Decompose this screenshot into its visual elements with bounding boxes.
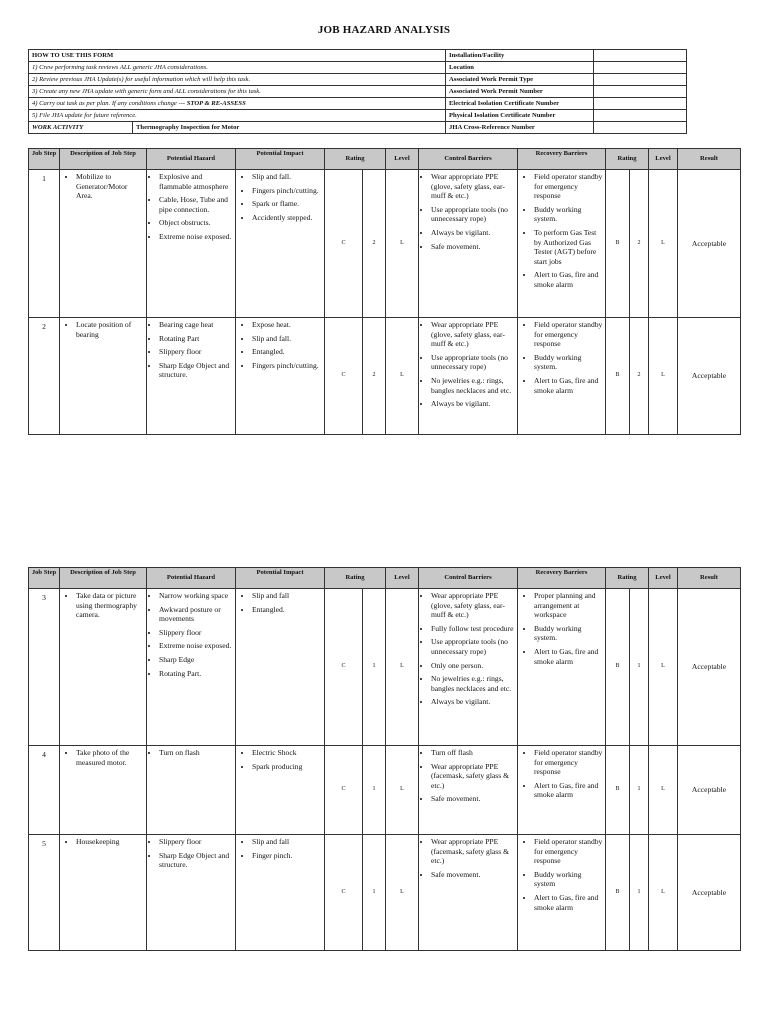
instruction-line: 5) File JHA update for future reference. [29,110,446,122]
bullet-item: • Slippery floor [159,347,233,357]
instruction-line: 2) Review previous JHA Update(s) for useful information which will help this task. [29,74,446,86]
level-cell: L [386,589,419,746]
col-potential-impact: Potential Impact [236,568,325,589]
description-cell [60,589,147,746]
description-cell [60,318,147,435]
recovery-cell [518,318,606,435]
bullet-list [149,748,233,758]
col-level: Level [386,149,419,170]
bullet-item: • Sharp Edge Object and structure. [159,361,233,380]
residual-rating-number: 1 [637,888,641,895]
job-step-number: 2 [29,318,60,435]
table-row [29,589,741,746]
bullet-item: • Mobilize to Generator/Motor Area. [76,172,144,201]
how-to-header: HOW TO USE THIS FORM [29,50,446,62]
residual-rating-letter: B [606,746,630,834]
field-value[interactable] [594,62,687,74]
recovery-cell [518,835,606,951]
work-activity-label: WORK ACTIVITY [29,122,133,134]
bullet-item: • Rotating Part. [159,669,233,679]
bullet-item: • Bearing cage heat [159,320,233,330]
field-label: Physical Isolation Certificate Number [446,110,594,122]
bullet-item: • Field operator standby for emergency response [534,172,603,201]
bullet-item: • Alert to Gas, fire and smoke alarm [534,647,603,666]
impacts-cell [236,318,325,435]
bullet-item: • Take photo of the measured motor. [76,748,144,767]
bullet-item: • Electric Shock [252,748,322,758]
bullet-list [421,748,515,804]
residual-rating-wrap [606,318,648,434]
bullet-item: • Turn on flash [159,748,233,758]
description-cell [60,746,147,835]
bullet-item: • Slippery floor [159,837,233,847]
bullet-item: • Slip and fall [252,591,322,601]
rating-number: 2 [363,170,386,318]
bullet-item: • Locate position of bearing [76,320,144,339]
recovery-cell [518,589,606,746]
bullet-item: • No jewelries e.g.: rings, bangles necklaces and etc. [431,376,515,395]
bullet-item: • Wear appropriate PPE (facemask, safety glass & etc.) [431,762,515,791]
residual-level-cell: L [649,589,678,746]
residual-rating-wrap [606,170,648,317]
bullet-item: • Alert to Gas, fire and smoke alarm [534,270,603,289]
recovery-cell [518,170,606,318]
bullet-item: • Awkward posture or movements [159,605,233,624]
col-description: Description of Job Step [60,568,147,589]
residual-rating-letter: B [606,318,630,434]
result-cell: Acceptable [678,318,741,435]
residual-rating-cell [606,835,649,951]
bullet-item: • Fingers pinch/cutting. [252,186,322,196]
residual-level-cell: L [649,318,678,435]
residual-rating-number: 1 [637,786,641,793]
bullet-item: • Entangled. [252,605,322,615]
hazards-cell [147,589,236,746]
bullet-item: • Wear appropriate PPE (glove, safety glass, ear-muff & etc.) [431,172,515,201]
rating-number: 1 [363,835,386,951]
bullet-list [238,320,322,370]
page-title: JOB HAZARD ANALYSIS [317,24,451,36]
field-label: Associated Work Permit Number [446,86,594,98]
table-row [29,170,741,318]
field-value[interactable] [594,74,687,86]
col-rating: Rating [325,149,386,170]
result-cell: Acceptable [678,589,741,746]
hazards-cell [147,746,236,835]
residual-rating-letter: B [606,835,630,950]
result-cell: Acceptable [678,170,741,318]
col-potential-hazard: Potential Hazard [147,568,236,589]
bullet-item: • Buddy working system. [534,205,603,224]
bullet-list [238,172,322,222]
description-cell [60,835,147,951]
residual-rating-cell [606,318,649,435]
bullet-item: • Slip and fall [252,837,322,847]
controls-cell [419,170,518,318]
bullet-item: • Always be vigilant. [431,228,515,238]
bullet-list [62,748,144,767]
col-result: Result [678,149,741,170]
bullet-item: • Field operator standby for emergency response [534,320,603,349]
field-label: Electrical Isolation Certificate Number [446,98,594,110]
bullet-list [149,837,233,870]
job-step-number: 1 [29,170,60,318]
col-potential-impact: Potential Impact [236,149,325,170]
bullet-item: • Wear appropriate PPE (facemask, safety glass & etc.) [431,837,515,866]
description-cell [60,170,147,318]
bullet-item: • Field operator standby for emergency response [534,748,603,777]
bullet-item: • Cable, Hose, Tube and pipe connection. [159,195,233,214]
table-body-1 [29,170,741,435]
bullet-item: • Wear appropriate PPE (glove, safety glass, ear-muff & etc.) [431,320,515,349]
bullet-item: • Sharp Edge Object and structure. [159,851,233,870]
rating-letter: C [325,746,363,835]
job-step-number: 4 [29,746,60,835]
level-cell: L [386,170,419,318]
bullet-item: • Housekeeping [76,837,144,847]
col-level: Level [386,568,419,589]
field-value[interactable] [594,110,687,122]
controls-cell [419,835,518,951]
residual-level-cell: L [649,170,678,318]
bullet-list [520,748,603,800]
bullet-item: • Expose heat. [252,320,322,330]
col-rating-residual: Rating [606,568,649,589]
field-value[interactable] [594,86,687,98]
field-value[interactable] [594,50,687,62]
col-potential-hazard: Potential Hazard [147,149,236,170]
bullet-item: • Use appropriate tools (no unnecessary rope) [431,637,515,656]
bullet-item: • Buddy working system. [534,353,603,372]
bullet-item: • Rotating Part [159,334,233,344]
bullet-item: • Only one person. [431,661,515,671]
hazards-cell [147,318,236,435]
residual-rating-wrap [606,746,648,834]
bullet-item: • Always be vigilant. [431,399,515,409]
table-header-2 [29,568,741,589]
bullet-item: • Safe movement. [431,870,515,880]
bullet-list [62,591,144,620]
bullet-list [520,320,603,395]
impacts-cell [236,835,325,951]
bullet-item: • Entangled. [252,347,322,357]
job-step-number: 3 [29,589,60,746]
residual-rating-number: 2 [637,372,641,379]
bullet-item: • Turn off flash [431,748,515,758]
bullet-list [238,748,322,771]
bullet-item: • Slip and fall. [252,172,322,182]
bullet-item: • Field operator standby for emergency response [534,837,603,866]
residual-rating-letter: B [606,170,630,317]
bullet-item: • Extreme noise exposed. [159,232,233,242]
result-cell: Acceptable [678,746,741,835]
bullet-item: • Spark or flame. [252,199,322,209]
col-level-residual: Level [649,149,678,170]
job-step-number: 5 [29,835,60,951]
controls-cell [419,746,518,835]
bullet-item: • Extreme noise exposed. [159,641,233,651]
rating-letter: C [325,589,363,746]
bullet-item: • Buddy working system [534,870,603,889]
bullet-list [520,837,603,912]
residual-rating-cell [606,170,649,318]
hazard-table-2 [28,567,741,951]
bullet-list [520,591,603,666]
bullet-list [421,320,515,409]
rating-letter: C [325,170,363,318]
bullet-item: • No jewelries e.g.: rings, bangles necklaces and etc. [431,674,515,693]
bullet-list [149,591,233,678]
table-header-1 [29,149,741,170]
table-row [29,835,741,951]
hazard-table-1 [28,148,741,435]
stop-reassess: STOP & RE-ASSESS [186,100,246,107]
field-value[interactable] [594,98,687,110]
field-value[interactable] [594,122,687,134]
bullet-item: • Always be vigilant. [431,697,515,707]
rating-letter: C [325,318,363,435]
residual-rating-letter: B [606,589,630,745]
field-label: JHA Cross-Reference Number [446,122,594,134]
bullet-item: • Use appropriate tools (no unnecessary rope) [431,353,515,372]
instructions-table [28,49,687,134]
rating-letter: C [325,835,363,951]
rating-number: 1 [363,746,386,835]
bullet-item: • Object obstructs. [159,218,233,228]
bullet-item: • Wear appropriate PPE (glove, safety glass, ear-muff & etc.) [431,591,515,620]
bullet-item: • Use appropriate tools (no unnecessary rope) [431,205,515,224]
bullet-item: • Safe movement. [431,794,515,804]
bullet-item: • Fingers pinch/cutting. [252,361,322,371]
bullet-item: • Narrow working space [159,591,233,601]
residual-rating-cell [606,589,649,746]
bullet-list [149,172,233,242]
level-cell: L [386,318,419,435]
bullet-list [62,172,144,201]
impacts-cell [236,170,325,318]
bullet-item: • Safe movement. [431,242,515,252]
bullet-item: • Slippery floor [159,628,233,638]
bullet-list [149,320,233,380]
bullet-list [520,172,603,290]
rating-number: 1 [363,589,386,746]
col-rating: Rating [325,568,386,589]
field-label: Location [446,62,594,74]
bullet-item: • Accidently stepped. [252,213,322,223]
impacts-cell [236,589,325,746]
instruction-line [29,98,446,110]
bullet-item: • Take data or picture using thermography camera. [76,591,144,620]
bullet-item: • Explosive and flammable atmosphere [159,172,233,191]
col-job-step: Job Step [29,149,60,170]
col-level-residual: Level [649,568,678,589]
residual-rating-wrap [606,835,648,950]
residual-rating-cell [606,746,649,835]
bullet-item: • Finger pinch. [252,851,322,861]
bullet-item: • Slip and fall. [252,334,322,344]
rating-number: 2 [363,318,386,435]
residual-rating-number: 1 [637,663,641,670]
result-cell: Acceptable [678,835,741,951]
residual-rating-number: 2 [637,239,641,246]
bullet-list [421,591,515,707]
residual-level-cell: L [649,746,678,835]
bullet-item: • Fully follow test procedure [431,624,515,634]
level-cell: L [386,746,419,835]
recovery-cell [518,746,606,835]
bullet-item: • To perform Gas Test by Authorized Gas Tester (AGT) before start jobs [534,228,603,266]
col-description: Description of Job Step [60,149,147,170]
table-row [29,746,741,835]
bullet-item: • Buddy working system. [534,624,603,643]
col-rating-residual: Rating [606,149,649,170]
field-label: Installation/Facility [446,50,594,62]
bullet-item: • Spark producing [252,762,322,772]
col-recovery-barriers: Recovery Barriers [518,149,606,170]
bullet-list [62,320,144,339]
level-cell: L [386,835,419,951]
instruction-line: 3) Create any new JHA update with generic form and ALL considerations for this task. [29,86,446,98]
impacts-cell [236,746,325,835]
col-recovery-barriers: Recovery Barriers [518,568,606,589]
instruction-line: 1) Crew performing task reviews ALL generic JHA considerations. [29,62,446,74]
bullet-list [421,837,515,879]
bullet-list [238,837,322,860]
field-label: Associated Work Permit Type [446,74,594,86]
bullet-item: • Alert to Gas, fire and smoke alarm [534,781,603,800]
bullet-item: • Sharp Edge [159,655,233,665]
bullet-item: • Alert to Gas, fire and smoke alarm [534,376,603,395]
bullet-list [62,837,144,847]
col-result: Result [678,568,741,589]
col-control-barriers: Control Barriers [419,149,518,170]
residual-level-cell: L [649,835,678,951]
col-job-step: Job Step [29,568,60,589]
bullet-item: • Alert to Gas, fire and smoke alarm [534,893,603,912]
controls-cell [419,589,518,746]
bullet-list [238,591,322,614]
bullet-list [421,172,515,251]
residual-rating-wrap [606,589,648,745]
instruction-text: 4) Carry out task as per plan. If any conditions change --- [32,100,186,107]
hazards-cell [147,835,236,951]
bullet-item: • Proper planning and arrangement at workspace [534,591,603,620]
col-control-barriers: Control Barriers [419,568,518,589]
controls-cell [419,318,518,435]
table-row [29,318,741,435]
hazards-cell [147,170,236,318]
table-body-2 [29,589,741,951]
work-activity-value: Thermography Inspection for Motor [133,122,446,134]
